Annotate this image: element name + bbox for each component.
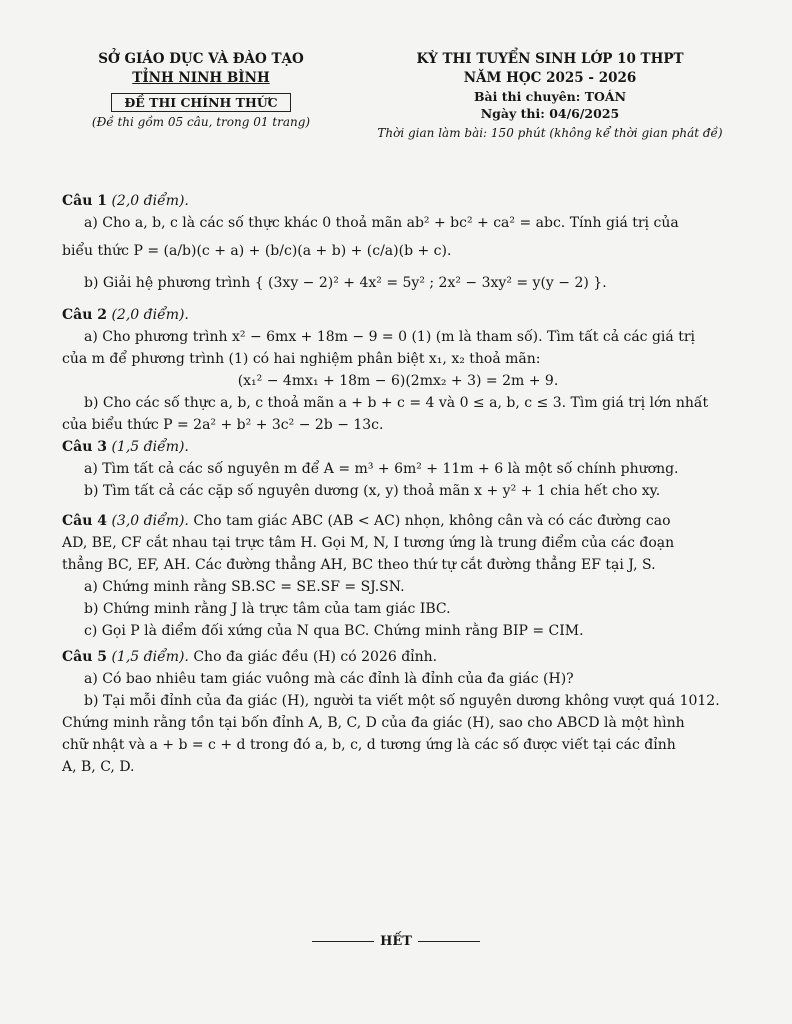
question-equation: (x₁² − 4mx₁ + 18m − 6)(2mx₂ + 3) = 2m + 9. xyxy=(237,373,559,389)
question-part: biểu thức P = (a/b)(c + a) + (b/c)(a + b) + (c/a)(b + c). xyxy=(62,243,452,259)
question-2 xyxy=(62,304,734,436)
official-exam-label: ĐỀ THI CHÍNH THỨC xyxy=(111,93,290,112)
question-title: Câu 2 xyxy=(62,307,108,323)
question-points: (1,5 điểm). xyxy=(111,439,189,455)
question-part: b) Tìm tất cả các cặp số nguyên dương (x, y) thoả mãn x + y² + 1 chia hết cho xy. xyxy=(84,483,661,499)
question-4 xyxy=(62,510,734,642)
question-part: thẳng BC, EF, AH. Các đường thẳng AH, BC theo thứ tự cắt đường thẳng EF tại J, S. xyxy=(62,557,656,573)
question-part: của biểu thức P = 2a² + b² + 3c² − 2b − 13c. xyxy=(62,417,384,433)
end-dash-right xyxy=(418,941,480,942)
question-title: Câu 4 xyxy=(62,513,108,529)
question-points: (2,0 điểm). xyxy=(111,307,189,323)
end-dash-left xyxy=(312,941,374,942)
question-part: Chứng minh rằng tồn tại bốn đỉnh A, B, C, D của đa giác (H), sao cho ABCD là một hình xyxy=(62,715,685,731)
header-left xyxy=(66,50,336,129)
question-5 xyxy=(62,646,734,778)
exam-title: KỲ THI TUYỂN SINH LỚP 10 THPT xyxy=(416,51,684,67)
header-right xyxy=(350,50,750,140)
question-points: (1,5 điểm). xyxy=(111,649,189,665)
question-part: b) Chứng minh rằng J là trực tâm của tam giác IBC. xyxy=(84,601,451,617)
question-part: c) Gọi P là điểm đối xứng của N qua BC. Chứng minh rằng BIP = CIM. xyxy=(84,623,584,639)
question-part: a) Tìm tất cả các số nguyên m để A = m³ + 6m² + 11m + 6 là một số chính phương. xyxy=(84,461,679,477)
department-name: SỞ GIÁO DỤC VÀ ĐÀO TẠO xyxy=(98,51,304,67)
question-part: Cho tam giác ABC (AB < AC) nhọn, không cân và có các đường cao xyxy=(193,513,671,529)
end-marker xyxy=(0,934,792,949)
question-part: a) Cho a, b, c là các số thực khác 0 thoả mãn ab² + bc² + ca² = abc. Tính giá trị của xyxy=(84,215,679,231)
question-part: Cho đa giác đều (H) có 2026 đỉnh. xyxy=(193,649,438,665)
exam-body xyxy=(62,190,734,778)
question-points: (3,0 điểm). xyxy=(111,513,189,529)
question-part: b) Giải hệ phương trình { (3xy − 2)² + 4x² = 5y² ; 2x² − 3xy² = y(y − 2) }. xyxy=(84,275,607,291)
question-part: b) Tại mỗi đỉnh của đa giác (H), người ta viết một số nguyên dương không vượt quá 1012. xyxy=(84,693,720,709)
question-part: b) Cho các số thực a, b, c thoả mãn a + b + c = 4 và 0 ≤ a, b, c ≤ 3. Tìm giá trị lớn nhất xyxy=(84,395,709,411)
question-part: a) Cho phương trình x² − 6mx + 18m − 9 = 0 (1) (m là tham số). Tìm tất cả các giá trị xyxy=(84,329,696,345)
end-text: HẾT xyxy=(380,934,412,949)
question-part: chữ nhật và a + b = c + d trong đó a, b, c, d tương ứng là các số được viết tại các đỉnh xyxy=(62,737,676,753)
question-1 xyxy=(62,190,734,294)
question-part: a) Chứng minh rằng SB.SC = SE.SF = SJ.SN. xyxy=(84,579,405,595)
question-part: của m để phương trình (1) có hai nghiệm phân biệt x₁, x₂ thoả mãn: xyxy=(62,351,541,367)
question-title: Câu 5 xyxy=(62,649,108,665)
question-points: (2,0 điểm). xyxy=(111,193,189,209)
exam-page-note: (Đề thi gồm 05 câu, trong 01 trang) xyxy=(91,115,311,129)
province-name: TỈNH NINH BÌNH xyxy=(132,70,270,86)
question-part: a) Có bao nhiêu tam giác vuông mà các đỉnh là đỉnh của đa giác (H)? xyxy=(84,671,574,687)
exam-date: Ngày thi: 04/6/2025 xyxy=(480,106,620,121)
exam-duration: Thời gian làm bài: 150 phút (không kể thời gian phát đề) xyxy=(377,126,723,140)
question-part: AD, BE, CF cắt nhau tại trực tâm H. Gọi M, N, I tương ứng là trung điểm của các đoạn xyxy=(62,535,675,551)
school-year: NĂM HỌC 2025 - 2026 xyxy=(463,70,637,86)
question-part: A, B, C, D. xyxy=(62,759,135,775)
exam-subject: Bài thi chuyên: TOÁN xyxy=(473,89,627,104)
question-title: Câu 3 xyxy=(62,439,108,455)
question-title: Câu 1 xyxy=(62,193,108,209)
question-3 xyxy=(62,436,734,502)
